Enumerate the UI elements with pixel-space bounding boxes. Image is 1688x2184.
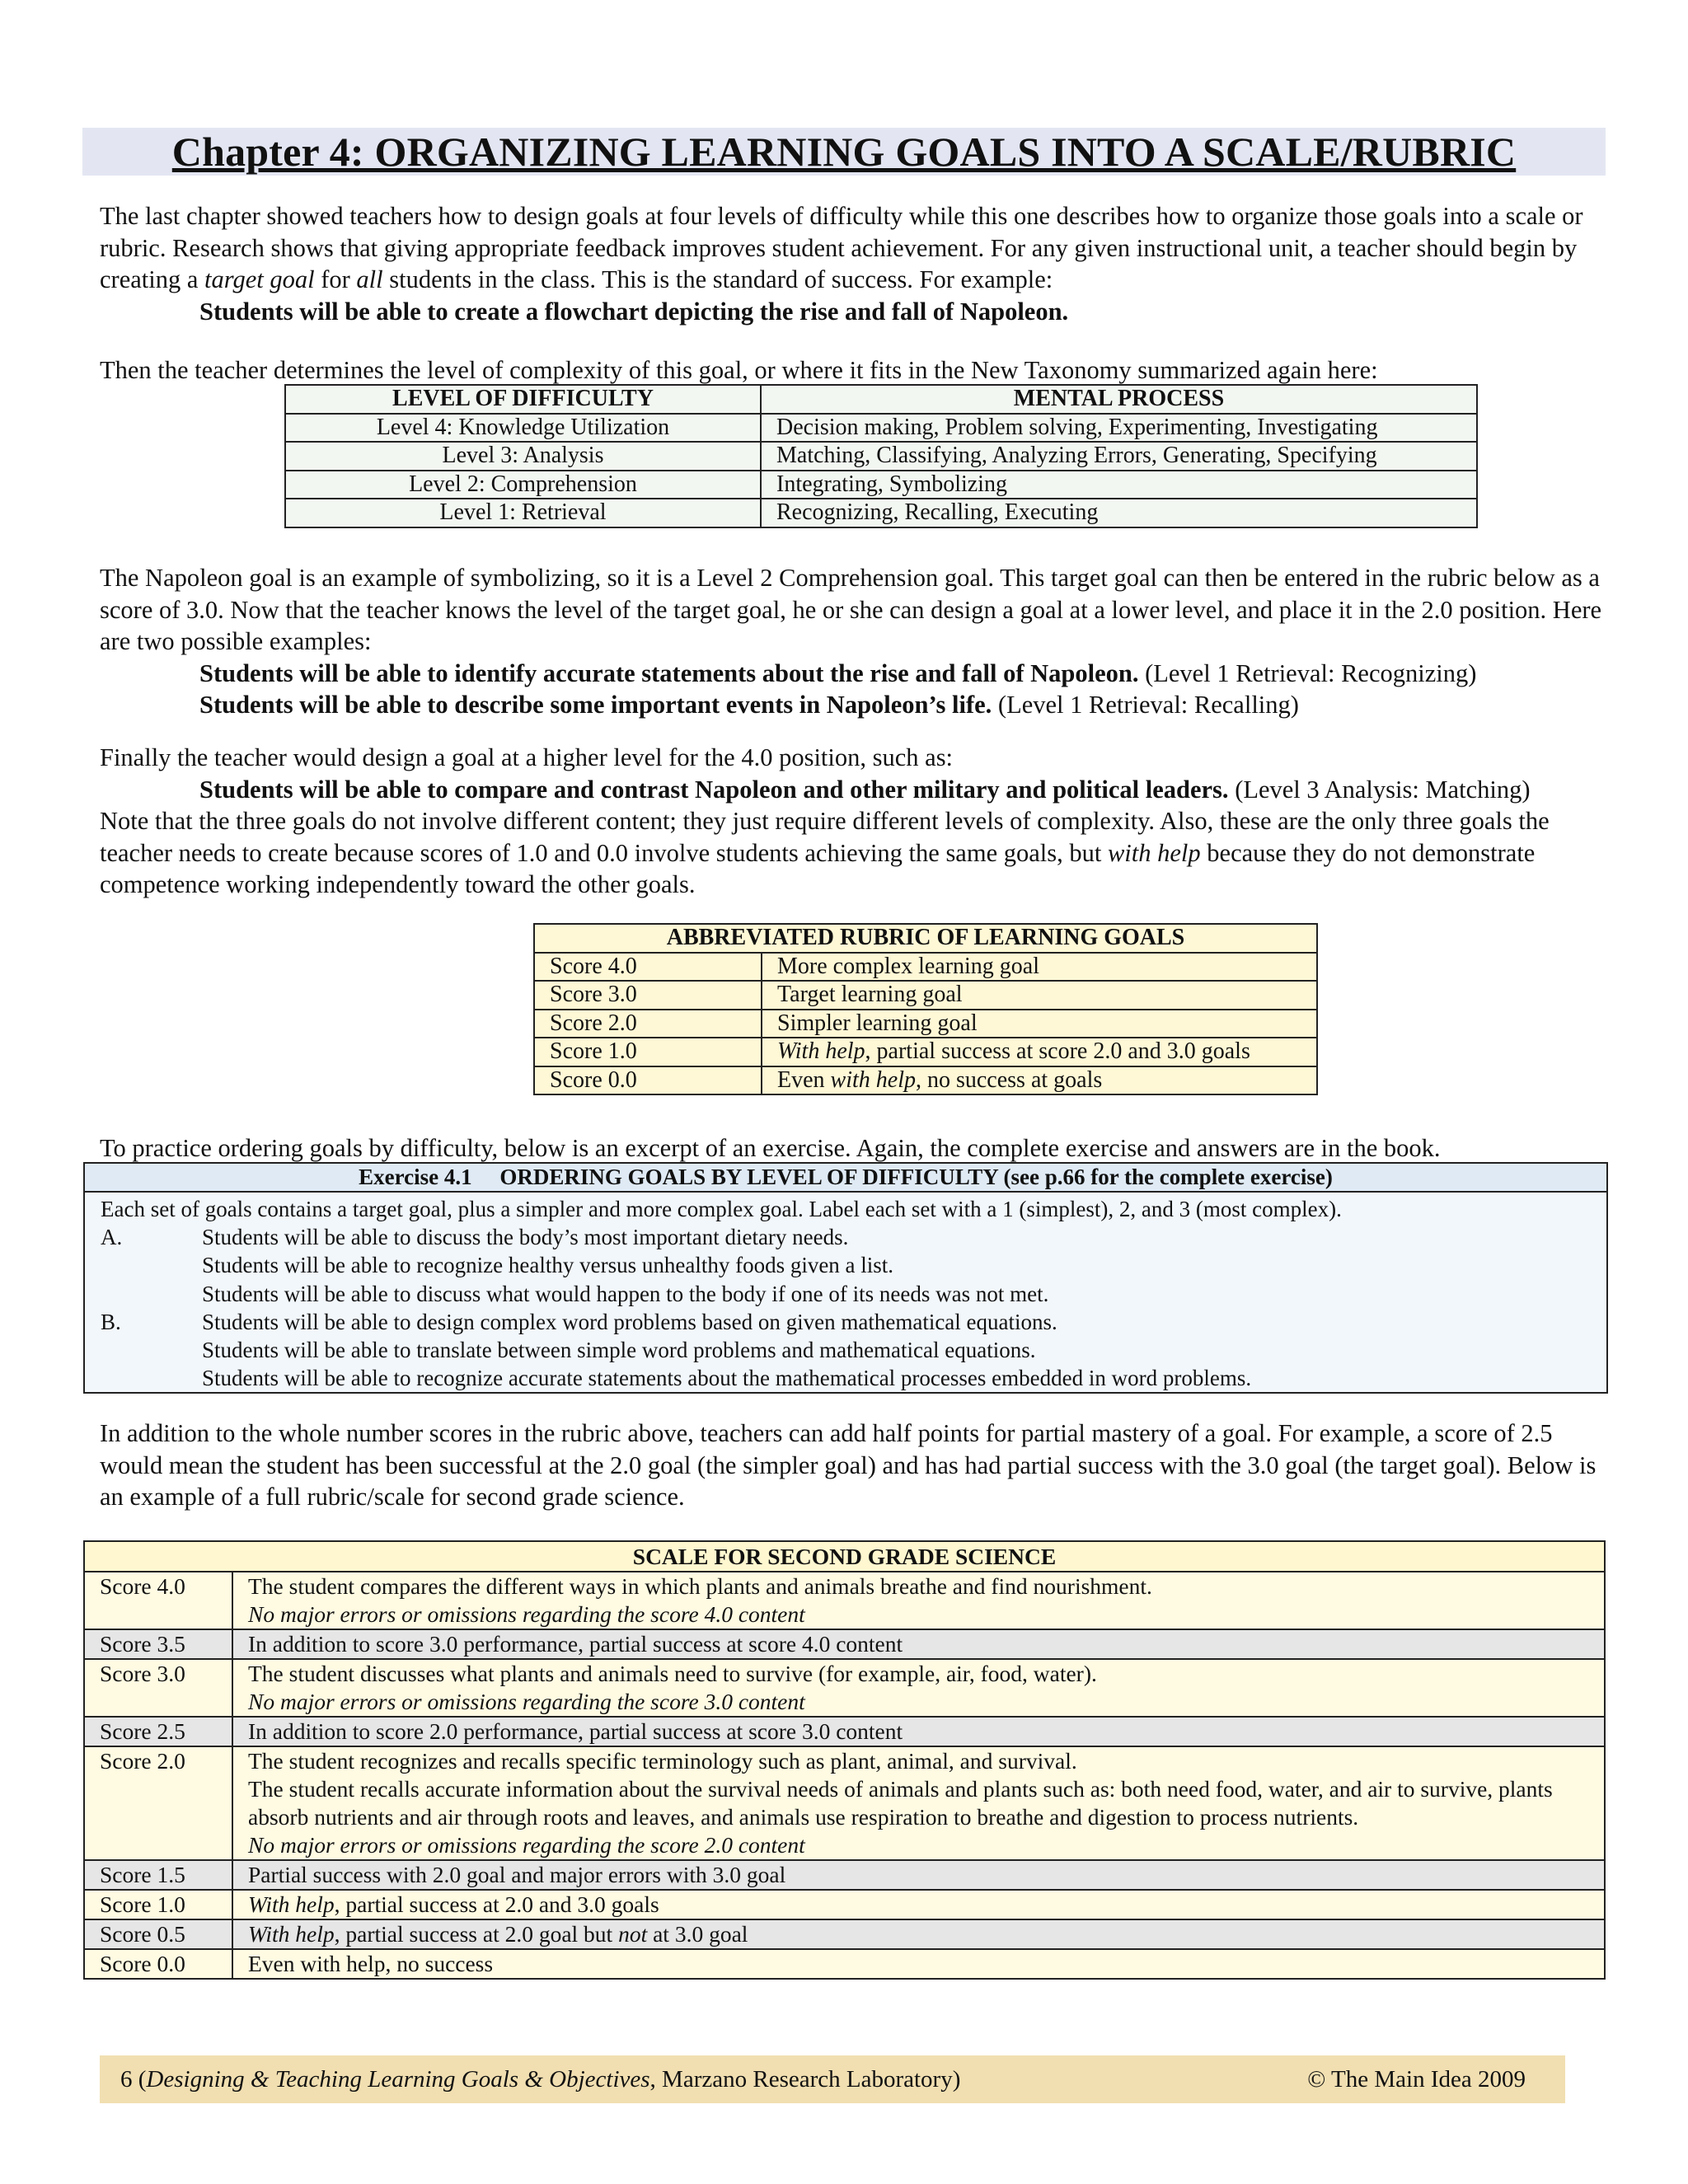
table-row [84, 1919, 1605, 1949]
exercise-box [83, 1162, 1608, 1394]
description-cell: Partial success with 2.0 goal and major errors with 3.0 goal [232, 1860, 1605, 1890]
list-item: Students will be able to recognize healthy versus unhealthy foods given a list. [202, 1253, 894, 1278]
abbreviated-rubric-header [534, 924, 1317, 953]
list-item: Students will be able to design complex word problems based on given mathematical equations. [202, 1309, 1057, 1334]
desc-em: With help [777, 1038, 865, 1065]
lower-example [100, 658, 1608, 690]
desc-italic: No major errors or omissions regarding the score 2.0 content [248, 1832, 805, 1858]
lower-example [100, 689, 1608, 721]
score-cell: Score 0.0 [84, 1949, 232, 1979]
list-item: Students will be able to translate between simple word problems and mathematical equations. [202, 1338, 1036, 1363]
score-cell: Score 4.0 [534, 953, 762, 982]
description-cell [232, 1659, 1605, 1717]
higher-example-note: (Level 3 Analysis: Matching) [1228, 775, 1531, 804]
desc-italic: No major errors or omissions regarding the score 3.0 content [248, 1689, 805, 1714]
description-cell [762, 1066, 1317, 1095]
table-row [534, 1066, 1317, 1095]
finally-text: Finally the teacher would design a goal at a higher level for the 4.0 position, such as: [100, 743, 954, 771]
footer-page: 6 ( [120, 2065, 147, 2093]
lower-example-goal: Students will be able to identify accurate statements about the rise and fall of Napoleon. [199, 658, 1139, 687]
footer-source: , Marzano Research Laboratory) [649, 2065, 961, 2093]
desc-italic: No major errors or omissions regarding the score 4.0 content [248, 1601, 805, 1627]
intro-emphasis-target-goal: target goal [204, 265, 315, 293]
score-cell: Score 3.5 [84, 1629, 232, 1659]
desc-post: Simpler learning goal [777, 1010, 978, 1036]
intro-text-2: for [314, 265, 357, 293]
table-row [84, 1860, 1605, 1890]
table-row [84, 1890, 1605, 1919]
intro-paragraph [100, 200, 1608, 327]
score-cell: Score 0.0 [534, 1066, 762, 1095]
desc-line: The student compares the different ways in which plants and animals breathe and find nourishment. [248, 1573, 1152, 1599]
note-emphasis: with help [1107, 838, 1201, 867]
taxonomy-process-cell: Matching, Classifying, Analyzing Errors, Generating, Specifying [761, 442, 1477, 471]
desc-em: With help [248, 1891, 335, 1917]
score-cell: Score 3.0 [84, 1659, 232, 1717]
desc-post: Target learning goal [777, 982, 963, 1008]
target-goal-example: Students will be able to create a flowchart depicting the rise and fall of Napoleon. [199, 297, 1069, 326]
table-row [534, 1010, 1317, 1038]
desc-mid: , partial success at 2.0 goal but [334, 1921, 619, 1947]
score-cell: Score 3.0 [534, 981, 762, 1010]
finally-paragraph [100, 742, 1608, 901]
table-row [84, 1717, 1605, 1746]
table-row [84, 1746, 1605, 1860]
taxonomy-header-level: LEVEL OF DIFFICULTY [285, 385, 761, 414]
score-cell: Score 2.0 [84, 1746, 232, 1860]
taxonomy-level-cell: Level 2: Comprehension [285, 471, 761, 499]
description-cell [762, 981, 1317, 1010]
description-cell [762, 953, 1317, 982]
footer-copyright: © The Main Idea 2009 [1307, 2065, 1526, 2093]
table-row [285, 471, 1477, 499]
taxonomy-header-row [285, 385, 1477, 414]
science-scale-title: SCALE FOR SECOND GRADE SCIENCE [84, 1541, 1605, 1572]
exercise-title: ORDERING GOALS BY LEVEL OF DIFFICULTY (see p.66 for the complete exercise) [499, 1165, 1333, 1189]
exercise-body [85, 1193, 1606, 1392]
page-footer [100, 2055, 1565, 2103]
table-row [285, 442, 1477, 471]
note-text-1: Note that the three goals do not involve different content; they just require different levels of complexity. Also, these are the only three goals the teacher needs to create because scores of 1.0 and 0.0 involve students achieving the same goals, but [100, 807, 1550, 867]
description-cell [762, 1038, 1317, 1066]
desc-line: The student recalls accurate information about the survival needs of animals and plants such as: both need food, water, and air to survive, plants absorb nutrients and air through roots and leaves, and animals use respiration to breathe and digestion to process nutrients. [248, 1776, 1553, 1830]
intro-text-3: students in the class. This is the standard of success. For example: [382, 265, 1053, 293]
page-title: Chapter 4: ORGANIZING LEARNING GOALS INTO A SCALE/RUBRIC [171, 129, 1517, 175]
abbreviated-rubric-table [533, 923, 1318, 1095]
lower-example-note: (Level 1 Retrieval: Recalling) [992, 691, 1299, 719]
table-row [534, 953, 1317, 982]
score-cell: Score 1.0 [84, 1890, 232, 1919]
table-row [534, 981, 1317, 1010]
napoleon-text: The Napoleon goal is an example of symbolizing, so it is a Level 2 Comprehension goal. This target goal can then be entered in the rubric below as a score of 3.0. Now that the teacher knows the level of the target goal, he or she can design a goal at a lower level, and place it in the 2.0 position. Here are two possible examples: [100, 564, 1602, 655]
table-row [534, 1038, 1317, 1066]
taxonomy-header-process: MENTAL PROCESS [761, 385, 1477, 414]
taxonomy-level-cell: Level 4: Knowledge Utilization [285, 414, 761, 443]
then-paragraph: Then the teacher determines the level of complexity of this goal, or where it fits in the New Taxonomy summarized again here: [100, 356, 1378, 384]
desc-em: With help [248, 1921, 335, 1947]
taxonomy-process-cell: Decision making, Problem solving, Experimenting, Investigating [761, 414, 1477, 443]
description-cell: In addition to score 3.0 performance, partial success at score 4.0 content [232, 1629, 1605, 1659]
napoleon-paragraph [100, 562, 1608, 721]
description-cell [232, 1919, 1605, 1949]
exercise-label: Exercise 4.1 [359, 1165, 472, 1189]
description-cell [232, 1890, 1605, 1919]
lower-example-note: (Level 1 Retrieval: Recognizing) [1138, 658, 1477, 687]
note-text-2: because they do not demonstrate competence working independently toward the other goals. [100, 838, 1536, 898]
score-cell: Score 0.5 [84, 1919, 232, 1949]
desc-line: The student recognizes and recalls specific terminology such as plant, animal, and survival. [248, 1748, 1077, 1774]
description-cell: Even with help, no success [232, 1949, 1605, 1979]
desc-post: , partial success at 2.0 and 3.0 goals [334, 1891, 659, 1917]
exercise-set-b [101, 1308, 1606, 1393]
score-cell: Score 2.0 [534, 1010, 762, 1038]
exercise-set-a [101, 1223, 1606, 1308]
description-cell: In addition to score 2.0 performance, partial success at score 3.0 content [232, 1717, 1605, 1746]
intro-text-1: The last chapter showed teachers how to design goals at four levels of difficulty while this one describes how to organize those goals into a scale or rubric. Research shows that giving appropriate feedback improves student achievement. For any given instructional unit, a teacher should begin by creating a [100, 202, 1583, 293]
lower-example-goal: Students will be able to describe some important events in Napoleon’s life. [199, 691, 992, 719]
footer-book-title: Designing & Teaching Learning Goals & Objectives [146, 2065, 650, 2093]
desc-post: at 3.0 goal [647, 1921, 748, 1947]
set-letter: A. [101, 1225, 123, 1250]
table-row [285, 414, 1477, 443]
desc-post: , partial success at score 2.0 and 3.0 goals [865, 1038, 1250, 1065]
set-goals [202, 1223, 1048, 1308]
higher-example [100, 774, 1608, 806]
table-row [84, 1659, 1605, 1717]
practice-paragraph: To practice ordering goals by difficulty, below is an excerpt of an exercise. Again, the complete exercise and answers are in the book. [100, 1134, 1441, 1162]
table-row [84, 1572, 1605, 1629]
table-row [84, 1949, 1605, 1979]
title-banner [82, 128, 1606, 176]
abbreviated-rubric-title: ABBREVIATED RUBRIC OF LEARNING GOALS [534, 924, 1317, 953]
score-cell: Score 2.5 [84, 1717, 232, 1746]
score-cell: Score 1.0 [534, 1038, 762, 1066]
set-letter: B. [101, 1309, 121, 1334]
desc-post: , no success at goals [915, 1066, 1103, 1093]
list-item: Students will be able to recognize accurate statements about the mathematical processes embedded in word problems. [202, 1366, 1252, 1391]
score-cell: Score 1.5 [84, 1860, 232, 1890]
set-goals [202, 1308, 1251, 1393]
taxonomy-process-cell: Integrating, Symbolizing [761, 471, 1477, 499]
desc-line: The student discusses what plants and animals need to survive (for example, air, food, water). [248, 1661, 1097, 1686]
table-row [84, 1629, 1605, 1659]
half-points-paragraph: In addition to the whole number scores in the rubric above, teachers can add half points for partial mastery of a goal. For example, a score of 2.5 would mean the student has been successful at the 2.0 goal (the simpler goal) and has had partial success with the 3.0 goal (the target goal). Below is an example of a full rubric/scale for second grade science. [100, 1419, 1597, 1511]
exercise-header [85, 1164, 1606, 1193]
taxonomy-process-cell: Recognizing, Recalling, Executing [761, 499, 1477, 527]
description-cell [232, 1746, 1605, 1860]
description-cell [762, 1010, 1317, 1038]
note-paragraph [100, 805, 1608, 901]
intro-emphasis-all: all [356, 265, 383, 293]
description-cell [232, 1572, 1605, 1629]
science-scale-table [83, 1540, 1606, 1980]
desc-em2: not [618, 1921, 648, 1947]
desc-pre: Even [777, 1066, 831, 1093]
list-item: Students will be able to discuss what would happen to the body if one of its needs was not met. [202, 1281, 1049, 1306]
footer-citation [120, 2066, 960, 2093]
table-row [285, 499, 1477, 527]
exercise-instructions: Each set of goals contains a target goal, plus a simpler and more complex goal. Label each set with a 1 (simplest), 2, and 3 (most complex). [101, 1197, 1342, 1221]
taxonomy-table [284, 384, 1478, 528]
desc-post: More complex learning goal [777, 953, 1040, 979]
desc-em: with help [830, 1066, 916, 1093]
taxonomy-level-cell: Level 1: Retrieval [285, 499, 761, 527]
taxonomy-level-cell: Level 3: Analysis [285, 442, 761, 471]
higher-example-goal: Students will be able to compare and contrast Napoleon and other military and political leaders. [199, 775, 1229, 804]
science-scale-header [84, 1541, 1605, 1572]
list-item: Students will be able to discuss the body’s most important dietary needs. [202, 1225, 849, 1250]
score-cell: Score 4.0 [84, 1572, 232, 1629]
